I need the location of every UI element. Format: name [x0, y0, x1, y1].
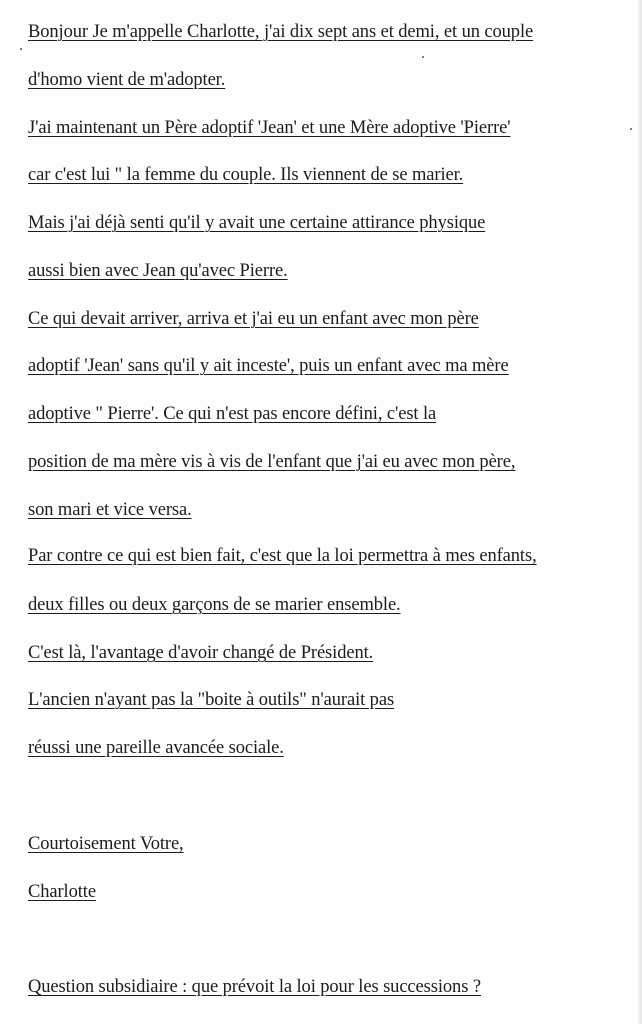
letter-line-2: d'homo vient de m'adopter. — [28, 70, 226, 90]
letter-line-4: car c'est lui " la femme du couple. Ils viennent de se marier. — [28, 165, 464, 185]
letter-line-15: L'ancien n'ayant pas la "boite à outils" n'aurait pas — [28, 690, 395, 710]
letter-line-16: réussi une pareille avancée sociale. — [28, 738, 284, 758]
signature-name: Charlotte — [28, 882, 96, 902]
letter-line-3: J'ai maintenant un Père adoptif 'Jean' et une Mère adoptive 'Pierre' — [28, 118, 511, 138]
letter-line-7: Ce qui devait arriver, arriva et j'ai eu un enfant avec mon père — [28, 309, 479, 329]
scan-speck — [422, 56, 424, 58]
letter-line-12: Par contre ce qui est bien fait, c'est que la loi permettra à mes enfants, — [28, 546, 537, 566]
letter-line-1: Bonjour Je m'appelle Charlotte, j'ai dix sept ans et demi, et un couple — [28, 22, 534, 42]
scan-speck — [20, 48, 22, 50]
letter-line-10: position de ma mère vis à vis de l'enfant que j'ai eu avec mon père, — [28, 452, 516, 472]
letter-line-9: adoptive " Pierre'. Ce qui n'est pas encore défini, c'est la — [28, 404, 437, 424]
letter-line-14: C'est là, l'avantage d'avoir changé de Président. — [28, 643, 374, 663]
scan-speck — [630, 128, 632, 130]
closing-line: Courtoisement Votre, — [28, 834, 184, 854]
letter-line-5: Mais j'ai déjà senti qu'il y avait une certaine attirance physique — [28, 213, 486, 233]
subsidiary-question: Question subsidiaire : que prévoit la loi pour les successions ? — [28, 977, 481, 997]
letter-line-8: adoptif 'Jean' sans qu'il y ait inceste', puis un enfant avec ma mère — [28, 356, 509, 376]
letter-line-13: deux filles ou deux garçons de se marier ensemble. — [28, 595, 401, 615]
letter-line-6: aussi bien avec Jean qu'avec Pierre. — [28, 261, 288, 281]
page-edge-shadow — [638, 0, 642, 1024]
letter-line-11: son mari et vice versa. — [28, 500, 192, 520]
